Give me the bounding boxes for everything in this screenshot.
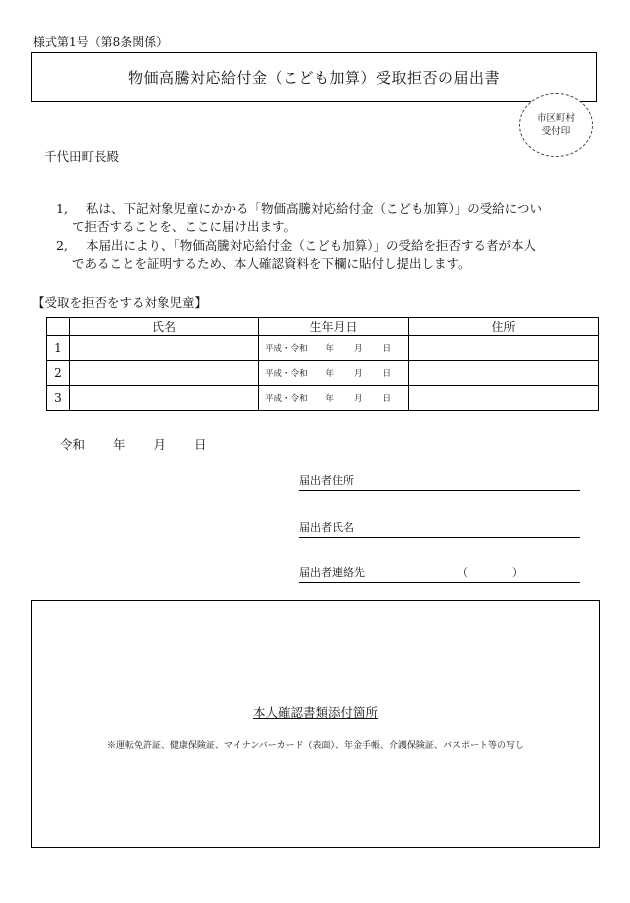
submission-date[interactable] <box>60 435 207 453</box>
date-month: 月 <box>153 437 167 452</box>
applicant-address-label: 届出者住所 <box>299 474 354 487</box>
dob-year: 年 <box>325 394 335 404</box>
dob-era: 平成・令和 <box>265 344 308 354</box>
address-cell[interactable] <box>409 336 599 361</box>
applicant-contact-field[interactable] <box>299 564 580 583</box>
date-day: 日 <box>194 437 207 452</box>
statement-2 <box>56 237 536 273</box>
name-cell[interactable] <box>70 386 259 411</box>
date-era: 令和 <box>60 437 86 452</box>
applicant-address-field[interactable] <box>299 472 580 491</box>
statement-1 <box>56 200 542 236</box>
dob-cell[interactable] <box>259 336 409 361</box>
dob-year: 年 <box>325 369 335 379</box>
header-address: 住所 <box>409 318 599 336</box>
reception-stamp-circle <box>519 93 593 157</box>
applicant-name-label: 届出者氏名 <box>299 521 354 534</box>
table-header-row <box>47 318 599 336</box>
header-number <box>47 318 70 336</box>
title-box <box>31 52 597 102</box>
contact-parentheses: （ ） <box>457 566 523 579</box>
section-label: 【受取を拒否をする対象児童】 <box>32 295 208 310</box>
stamp-line-2: 受付印 <box>541 126 571 137</box>
dob-year: 年 <box>325 344 335 354</box>
table-row <box>47 336 599 361</box>
form-id: 様式第1号（第8条関係） <box>33 35 169 49</box>
statement-2-line-1: 本届出により、「物価高騰対応給付金（こども加算）」の受給を拒否する者が本人 <box>86 238 537 253</box>
dob-month: 月 <box>354 369 363 379</box>
dob-era: 平成・令和 <box>265 369 308 379</box>
dob-month: 月 <box>354 344 363 354</box>
applicant-name-field[interactable] <box>299 519 580 538</box>
row-number: 1 <box>47 336 70 361</box>
addressee: 千代田町長殿 <box>44 149 120 164</box>
attachment-title: 本人確認書類添付箇所 <box>252 705 378 720</box>
header-dob: 生年月日 <box>259 318 409 336</box>
name-cell[interactable] <box>70 336 259 361</box>
statement-1-line-1: 私は、下記対象児童にかかる「物価高騰対応給付金（こども加算）」の受給につい <box>86 201 543 216</box>
statement-2-number: 2, <box>56 238 68 253</box>
statement-1-line-2: て拒否することを、ここに届け出ます。 <box>72 219 297 234</box>
dob-cell[interactable] <box>259 361 409 386</box>
dob-era: 平成・令和 <box>265 394 308 404</box>
address-cell[interactable] <box>409 386 599 411</box>
date-year: 年 <box>113 437 126 452</box>
applicant-contact-label: 届出者連絡先 <box>299 566 365 579</box>
table-row <box>47 361 599 386</box>
id-document-attachment-box[interactable] <box>31 600 600 848</box>
target-children-table <box>46 317 599 411</box>
row-number: 3 <box>47 386 70 411</box>
header-name: 氏名 <box>70 318 259 336</box>
dob-day: 日 <box>382 344 392 354</box>
attachment-note: ※運転免許証、健康保険証、マイナンバーカード（表面）、年金手帳、介護保険証、パスポート等の写し <box>106 741 525 751</box>
statement-1-number: 1, <box>56 201 68 216</box>
stamp-line-1: 市区町村 <box>536 113 575 124</box>
dob-day: 日 <box>382 394 392 404</box>
statement-2-line-2: であることを証明するため、本人確認資料を下欄に貼付し提出します。 <box>72 256 471 271</box>
dob-cell[interactable] <box>259 386 409 411</box>
row-number: 2 <box>47 361 70 386</box>
dob-day: 日 <box>382 369 392 379</box>
table-row <box>47 386 599 411</box>
dob-month: 月 <box>354 394 363 404</box>
page-title: 物価高騰対応給付金（こども加算）受取拒否の届出書 <box>127 68 500 87</box>
address-cell[interactable] <box>409 361 599 386</box>
name-cell[interactable] <box>70 361 259 386</box>
